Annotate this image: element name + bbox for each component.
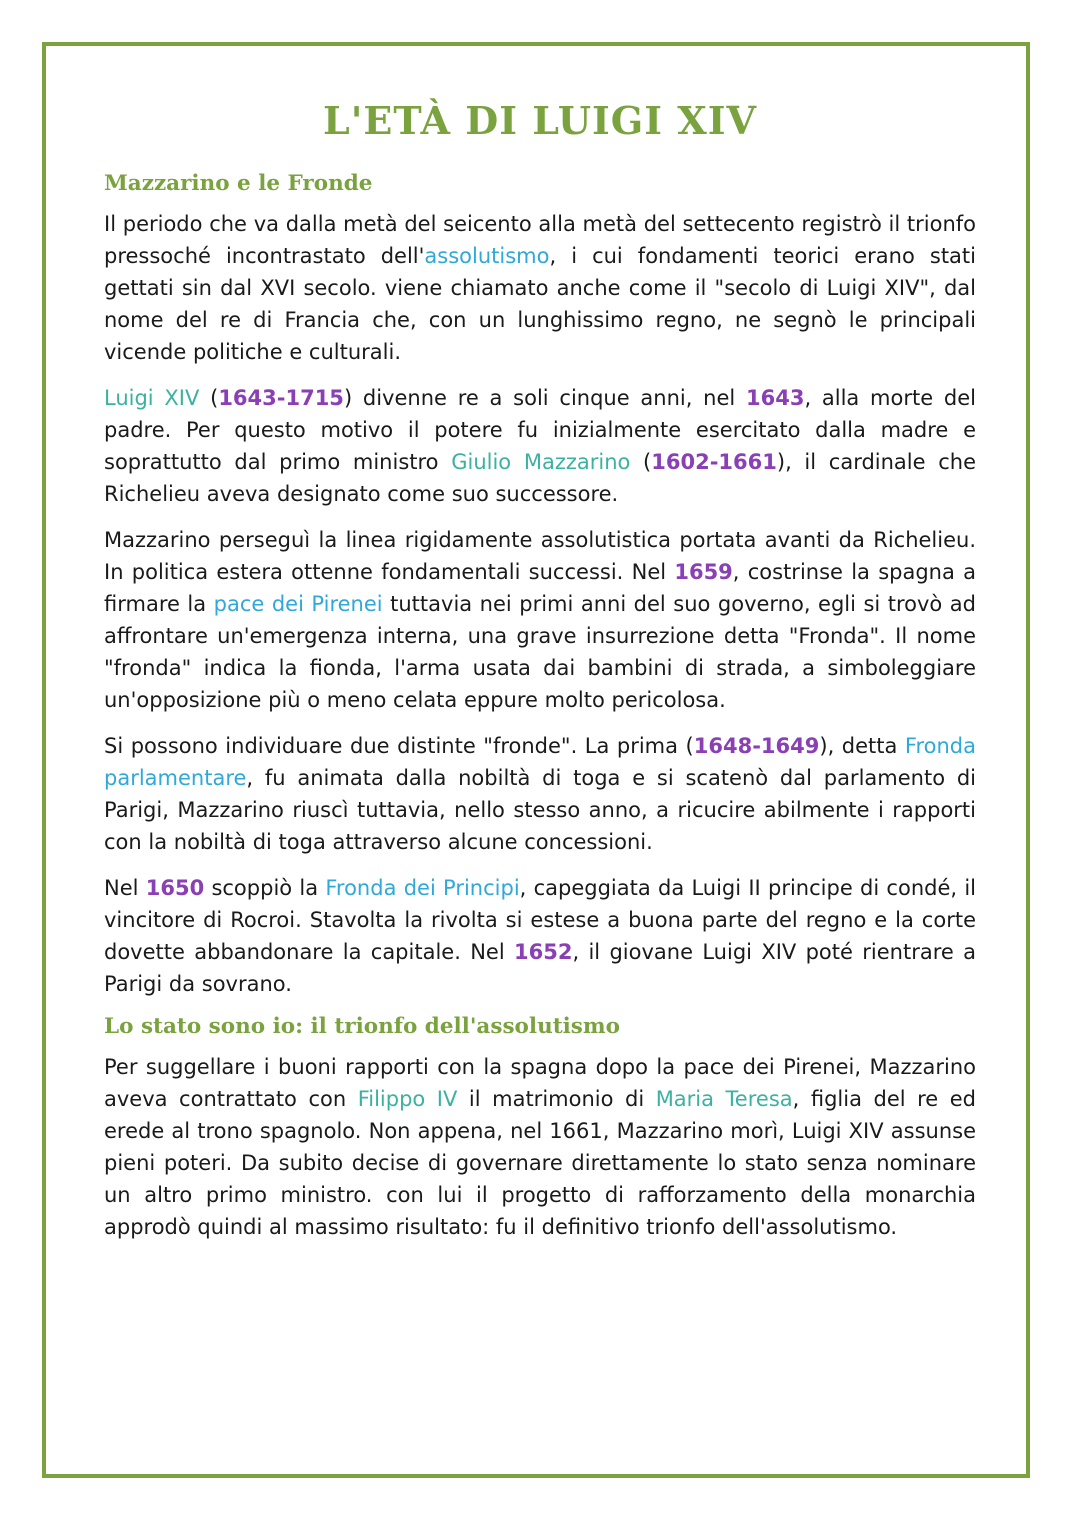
- date-highlight: 1652: [514, 940, 573, 964]
- paragraph: Per suggellare i buoni rapporti con la spagna dopo la pace dei Pirenei, Mazzarino aveva contrattato con Filippo IV il matrimonio di Maria Teresa, figlia del re ed erede al trono spagnolo. Non appena, nel 1661, Mazzarino morì, Luigi XIV assunse pieni poteri. Da subito decise di governare direttamente lo stato senza nominare un altro primo ministro. con lui il progetto di rafforzamento della monarchia approdò quindi al massimo risultato: fu il definitivo trionfo dell'assolutismo.: [104, 1055, 976, 1239]
- section-heading: Mazzarino e le Fronde: [104, 171, 373, 196]
- concept-highlight: Fronda dei Principi: [325, 876, 520, 900]
- concept-highlight: Fronda parlamentare: [104, 734, 976, 790]
- page-frame: [42, 42, 1030, 1478]
- concept-highlight: pace dei Pirenei: [213, 592, 383, 616]
- paragraph: Il periodo che va dalla metà del seicento alla metà del settecento registrò il trionfo pressoché incontrastato dell'assolutismo, i cui fondamenti teorici erano stati gettati sin dal XVI secolo. viene chiamato anche come il "secolo di Luigi XIV", dal nome del re di Francia che, con un lunghissimo regno, ne segnò le principali vicende politiche e culturali.: [104, 212, 976, 364]
- paragraph: Mazzarino perseguì la linea rigidamente assolutistica portata avanti da Richelieu. In politica estera ottenne fondamentali successi. Nel 1659, costrinse la spagna a firmare la pace dei Pirenei tuttavia nei primi anni del suo governo, egli si trovò ad affrontare un'emergenza interna, una grave insurrezione detta "Fronda". Il nome "fronda" indica la fionda, l'arma usata dai bambini di strada, a simboleggiare un'opposizione più o meno celata eppure molto pericolosa.: [104, 528, 976, 712]
- person-highlight: Filippo IV: [357, 1087, 458, 1111]
- page-title: L'ETÀ DI LUIGI XIV: [323, 98, 757, 143]
- date-highlight: 1648-1649: [693, 734, 820, 758]
- paragraph: Luigi XIV (1643-1715) divenne re a soli cinque anni, nel 1643, alla morte del padre. Per questo motivo il potere fu inizialmente esercitato dalla madre e soprattutto dal primo ministro Giulio Mazzarino (1602-1661), il cardinale che Richelieu aveva designato come suo successore.: [104, 386, 977, 506]
- date-highlight: 1643: [746, 386, 805, 410]
- date-highlight: 1650: [145, 876, 205, 900]
- person-highlight: Maria Teresa: [655, 1087, 793, 1111]
- concept-highlight: assolutismo: [424, 244, 550, 268]
- paragraph: Si possono individuare due distinte "fronde". La prima (1648-1649), detta Fronda parlamentare, fu animata dalla nobiltà di toga e si scatenò dal parlamento di Parigi, Mazzarino riuscì tuttavia, nello stesso anno, a ricucire abilmente i rapporti con la nobiltà di toga attraverso alcune concessioni.: [104, 734, 976, 854]
- section-fronde: [104, 171, 976, 1000]
- date-highlight: 1659: [674, 560, 733, 584]
- date-highlight: 1602-1661: [651, 450, 777, 474]
- person-highlight: Giulio Mazzarino: [451, 450, 631, 474]
- page-content: [104, 46, 976, 1257]
- paragraph: Nel 1650 scoppiò la Fronda dei Principi, capeggiata da Luigi II principe di condé, il vincitore di Rocroi. Stavolta la rivolta si estese a buona parte del regno e la corte dovette abbandonare la capitale. Nel 1652, il giovane Luigi XIV poté rientrare a Parigi da sovrano.: [104, 876, 976, 996]
- date-highlight: 1643-1715: [218, 386, 344, 410]
- section-assolutismo: [104, 1014, 976, 1243]
- person-highlight: Luigi XIV: [104, 386, 200, 410]
- section-heading: Lo stato sono io: il trionfo dell'assolutismo: [104, 1014, 620, 1039]
